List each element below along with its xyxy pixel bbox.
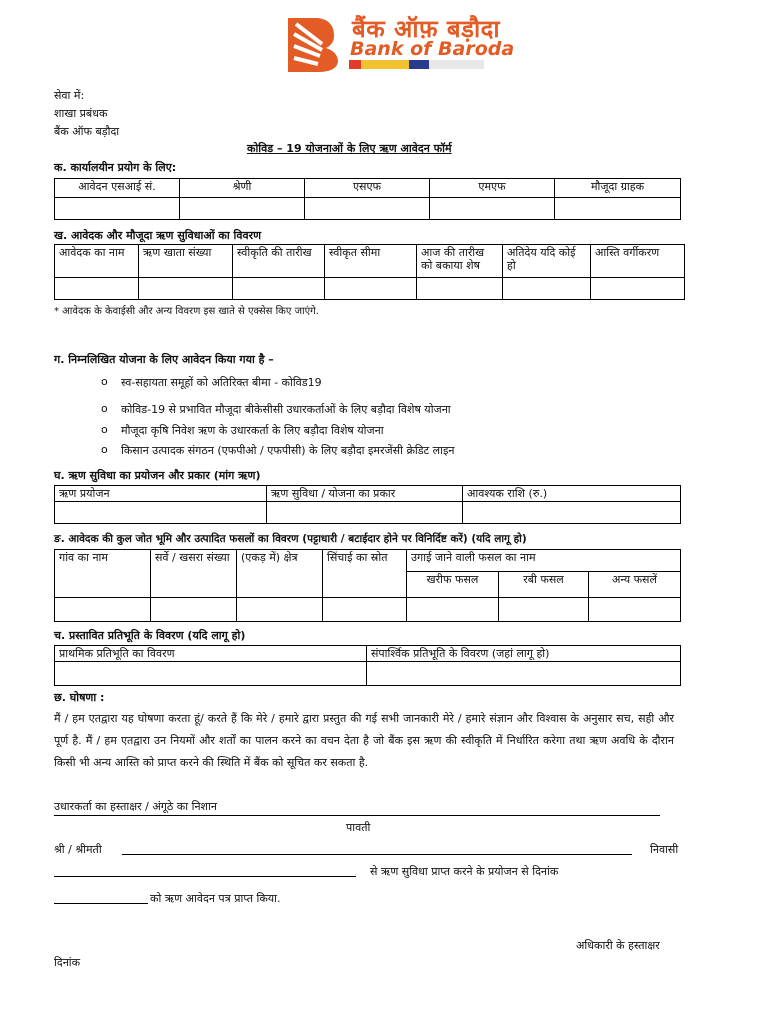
form-title: कोविड – 19 योजनाओं के लिए ऋण आवेदन फॉर्म — [247, 142, 452, 155]
borrower-signature-label: उधारकर्ता का हस्ताक्षर / अंगूठे का निशान — [54, 800, 217, 813]
address-blank-line[interactable] — [54, 876, 356, 877]
input-cell[interactable] — [417, 278, 503, 300]
scheme-option: किसान उत्पादक संगठन (एफपीओ / एफपीसी) के लिए बड़ौदा इमरजेंसी क्रेडिट लाइन — [121, 444, 455, 457]
security-table — [54, 645, 681, 686]
input-cell[interactable] — [180, 198, 305, 220]
section-d-title: घ. ऋण सुविधा का प्रयोजन और प्रकार (मांग ऋण) — [54, 469, 261, 482]
land-crop-table — [54, 549, 681, 622]
input-cell[interactable] — [323, 598, 407, 622]
header-cell: गांव का नाम — [55, 550, 151, 598]
bank-name-hindi: बैंक ऑफ़ बड़ौदा — [352, 15, 501, 43]
header-cell: आवेदन एसआई सं. — [55, 179, 180, 198]
header-cell: आज की तारीख को बकाया शेष — [417, 245, 503, 278]
address-line-1: सेवा में: — [54, 89, 85, 102]
header-cell: मौजूदा ग्राहक — [555, 179, 681, 198]
section-e-title: ङ. आवेदक की कुल जोत भूमि और उत्पादित फसलों का विवरण (पट्टाधारी / बटाईदार होने पर विनिर्दिष्ट करें) (यदि लागू हो) — [54, 533, 527, 545]
officer-signature-label: अधिकारी के हस्ताक्षर — [576, 939, 660, 952]
input-cell[interactable] — [151, 598, 237, 622]
applicant-details-table — [54, 244, 685, 300]
header-cell: रबी फसल — [499, 572, 589, 598]
input-cell[interactable] — [139, 278, 233, 300]
header-cell: सर्वे / खसरा संख्या — [151, 550, 237, 598]
receipt-title: पावती — [346, 821, 371, 834]
input-cell[interactable] — [589, 598, 681, 622]
bullet-icon: o — [101, 402, 108, 415]
address-line-3: बैंक ऑफ बड़ौदा — [54, 125, 120, 138]
date-blank-line[interactable] — [54, 903, 148, 904]
bullet-icon: o — [101, 423, 108, 436]
logo-color-strip — [349, 60, 484, 69]
header-cell: ऋण खाता संख्या — [139, 245, 233, 278]
receipt-shri-label: श्री / श्रीमती — [54, 843, 102, 856]
name-blank-line[interactable] — [122, 854, 632, 855]
bullet-icon: o — [101, 375, 108, 388]
input-cell[interactable] — [499, 598, 589, 622]
office-use-table — [54, 178, 681, 220]
declaration-text: मैं / हम एतद्वारा यह घोषणा करता हूं/ करते हैं कि मेरे / हमारे द्वारा प्रस्तुत की गई सभी जानकारी मेरे / हमारे संज्ञान और विश्वास के अनुसार सच, सही और पूर्ण है. मैं / हम एतद्वारा उन नियमों और शर्तों का पालन करने का वचन देता है जो बैंक इस ऋण की स्वीकृति में निर्धारित करेगा तथा ऋण अवधि के दौरान किसी भी अन्य आस्ति को प्राप्त करने की स्थिति में बैंक को सूचित कर सकता है. — [54, 712, 674, 769]
input-cell[interactable] — [591, 278, 685, 300]
header-cell: एसएफ — [305, 179, 430, 198]
header-cell: ऋण प्रयोजन — [55, 486, 267, 502]
input-cell[interactable] — [367, 662, 681, 686]
header-cell: श्रेणी — [180, 179, 305, 198]
input-cell[interactable] — [325, 278, 417, 300]
input-cell[interactable] — [407, 598, 499, 622]
input-cell[interactable] — [55, 198, 180, 220]
header-cell: अन्य फसलें — [589, 572, 681, 598]
header-cell: अतिदेय यदि कोई हो — [503, 245, 591, 278]
section-b-title: ख. आवेदक और मौजूदा ऋण सुविधाओं का विवरण — [54, 229, 262, 242]
loan-purpose-table — [54, 485, 681, 524]
scheme-option: मौजूदा कृषि निवेश ऋण के उधारकर्ता के लिए बड़ौदा विशेष योजना — [121, 424, 384, 437]
receipt-line-3: को ऋण आवेदन पत्र प्राप्त किया. — [150, 892, 281, 905]
section-f-title: च. प्रस्तावित प्रतिभूति के विवरण (यदि लागू हो) — [54, 629, 246, 642]
scheme-option: कोविड-19 से प्रभावित मौजूदा बीकेसीसी उधारकर्ताओं के लिए बड़ौदा विशेष योजना — [121, 403, 451, 416]
header-cell: सिंचाई का स्रोत — [323, 550, 407, 598]
input-cell[interactable] — [55, 278, 139, 300]
input-cell[interactable] — [237, 598, 323, 622]
section-a-title: क. कार्यालयीन प्रयोग के लिए: — [54, 161, 177, 174]
section-g-title: छ. घोषणा : — [54, 691, 105, 704]
header-cell: आस्ति वर्गीकरण — [591, 245, 685, 278]
input-cell[interactable] — [503, 278, 591, 300]
input-cell[interactable] — [555, 198, 681, 220]
address-line-2: शाखा प्रबंधक — [54, 107, 108, 120]
resident-label: निवासी — [650, 843, 679, 856]
date-label: दिनांक — [54, 956, 81, 969]
input-cell[interactable] — [55, 502, 267, 524]
section-c-title: ग. निम्नलिखित योजना के लिए आवेदन किया गया है – — [54, 353, 274, 366]
header-cell: स्वीकृत सीमा — [325, 245, 417, 278]
header-cell: खरीफ फसल — [407, 572, 499, 598]
input-cell[interactable] — [55, 662, 367, 686]
bank-logo-icon — [282, 14, 344, 72]
crop-header-cell: उगाई जाने वाली फसल का नाम — [407, 550, 681, 572]
header-cell: स्वीकृति की तारीख — [233, 245, 325, 278]
header-cell: आवेदक का नाम — [55, 245, 139, 278]
bullet-icon: o — [101, 443, 108, 456]
receipt-line-2: से ऋण सुविधा प्राप्त करने के प्रयोजन से दिनांक — [370, 865, 559, 878]
input-cell[interactable] — [463, 502, 681, 524]
scheme-option: स्व-सहायता समूहों को अतिरिक्त बीमा - कोविड19 — [121, 376, 322, 389]
header-cell: प्राथमिक प्रतिभूति का विवरण — [55, 646, 367, 662]
input-cell[interactable] — [233, 278, 325, 300]
input-cell[interactable] — [305, 198, 430, 220]
kyc-note: * आवेदक के केवाईसी और अन्य विवरण इस खाते से एक्सेस किए जाएंगे. — [54, 306, 319, 317]
header-cell: (एकड़ में) क्षेत्र — [237, 550, 323, 598]
bank-name-english: Bank of Baroda — [350, 38, 515, 60]
header-cell: आवश्यक राशि (रु.) — [463, 486, 681, 502]
input-cell[interactable] — [267, 502, 463, 524]
signature-divider — [54, 815, 660, 816]
input-cell[interactable] — [55, 598, 151, 622]
header-cell: ऋण सुविधा / योजना का प्रकार — [267, 486, 463, 502]
header-cell: एमएफ — [430, 179, 555, 198]
header-cell: संपार्श्विक प्रतिभूति के विवरण (जहां लागू हो) — [367, 646, 681, 662]
input-cell[interactable] — [430, 198, 555, 220]
